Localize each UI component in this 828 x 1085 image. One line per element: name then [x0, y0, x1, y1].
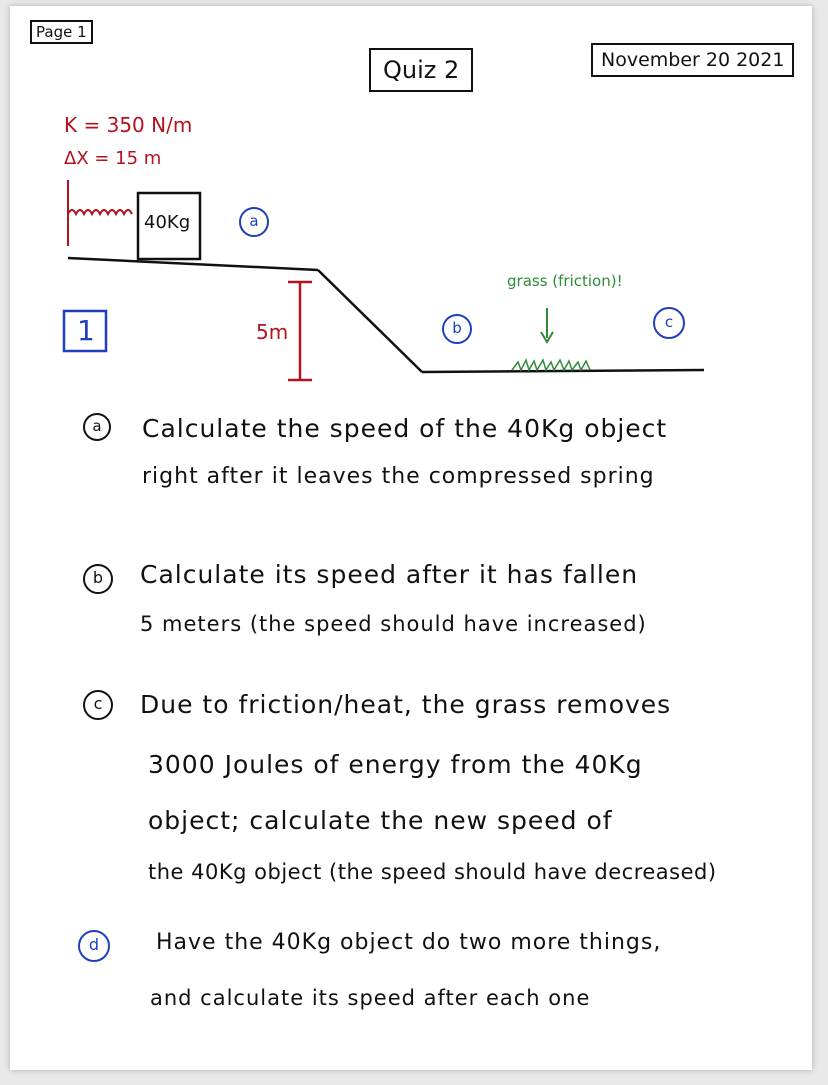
question-d-line-1: Have the 40Kg object do two more things, [156, 930, 662, 955]
point-a-label: a [249, 212, 259, 230]
question-c-marker [83, 690, 113, 720]
point-a-marker [239, 207, 269, 237]
question-c-line-2: 3000 Joules of energy from the 40Kg [148, 750, 643, 779]
question-c-line-1: Due to friction/heat, the grass removes [140, 690, 672, 719]
question-d-marker-label: d [88, 935, 100, 954]
problem-number: 1 [77, 314, 95, 347]
question-c-line-3: object; calculate the new speed of [148, 806, 613, 835]
question-d-marker [78, 930, 110, 962]
question-c-line-4: the 40Kg object (the speed should have decreased) [148, 860, 717, 884]
point-c-marker [653, 307, 685, 339]
question-a-line-1: Calculate the speed of the 40Kg object [142, 414, 668, 443]
question-b-marker-label: b [92, 568, 104, 587]
date-text: November 20 2021 [601, 49, 785, 71]
question-d-line-2: and calculate its speed after each one [150, 986, 591, 1010]
question-a-marker [83, 413, 111, 441]
height-label: 5m [256, 320, 289, 344]
lower-ground [422, 370, 704, 372]
question-a-marker-label: a [92, 417, 102, 435]
spring-constant: K = 350 N/m [64, 113, 193, 137]
question-c-marker-label: c [93, 694, 103, 713]
question-b-line-1: Calculate its speed after it has fallen [140, 560, 639, 589]
point-b-marker [442, 314, 472, 344]
spring-shape [68, 210, 132, 214]
grass-label: grass (friction)! [507, 272, 623, 290]
point-c-label: c [664, 313, 674, 331]
question-b-line-2: 5 meters (the speed should have increased) [140, 612, 647, 636]
block-mass-label: 40Kg [144, 212, 191, 233]
question-a-line-2: right after it leaves the compressed spring [142, 464, 655, 489]
point-b-label: b [452, 319, 462, 337]
slope-line [318, 270, 422, 372]
grass-strokes [512, 360, 590, 370]
page-label-text: Page 1 [36, 23, 87, 41]
quiz-title-text: Quiz 2 [383, 56, 460, 84]
question-b-marker [83, 564, 113, 594]
compression-distance: ΔX = 15 m [64, 148, 162, 169]
